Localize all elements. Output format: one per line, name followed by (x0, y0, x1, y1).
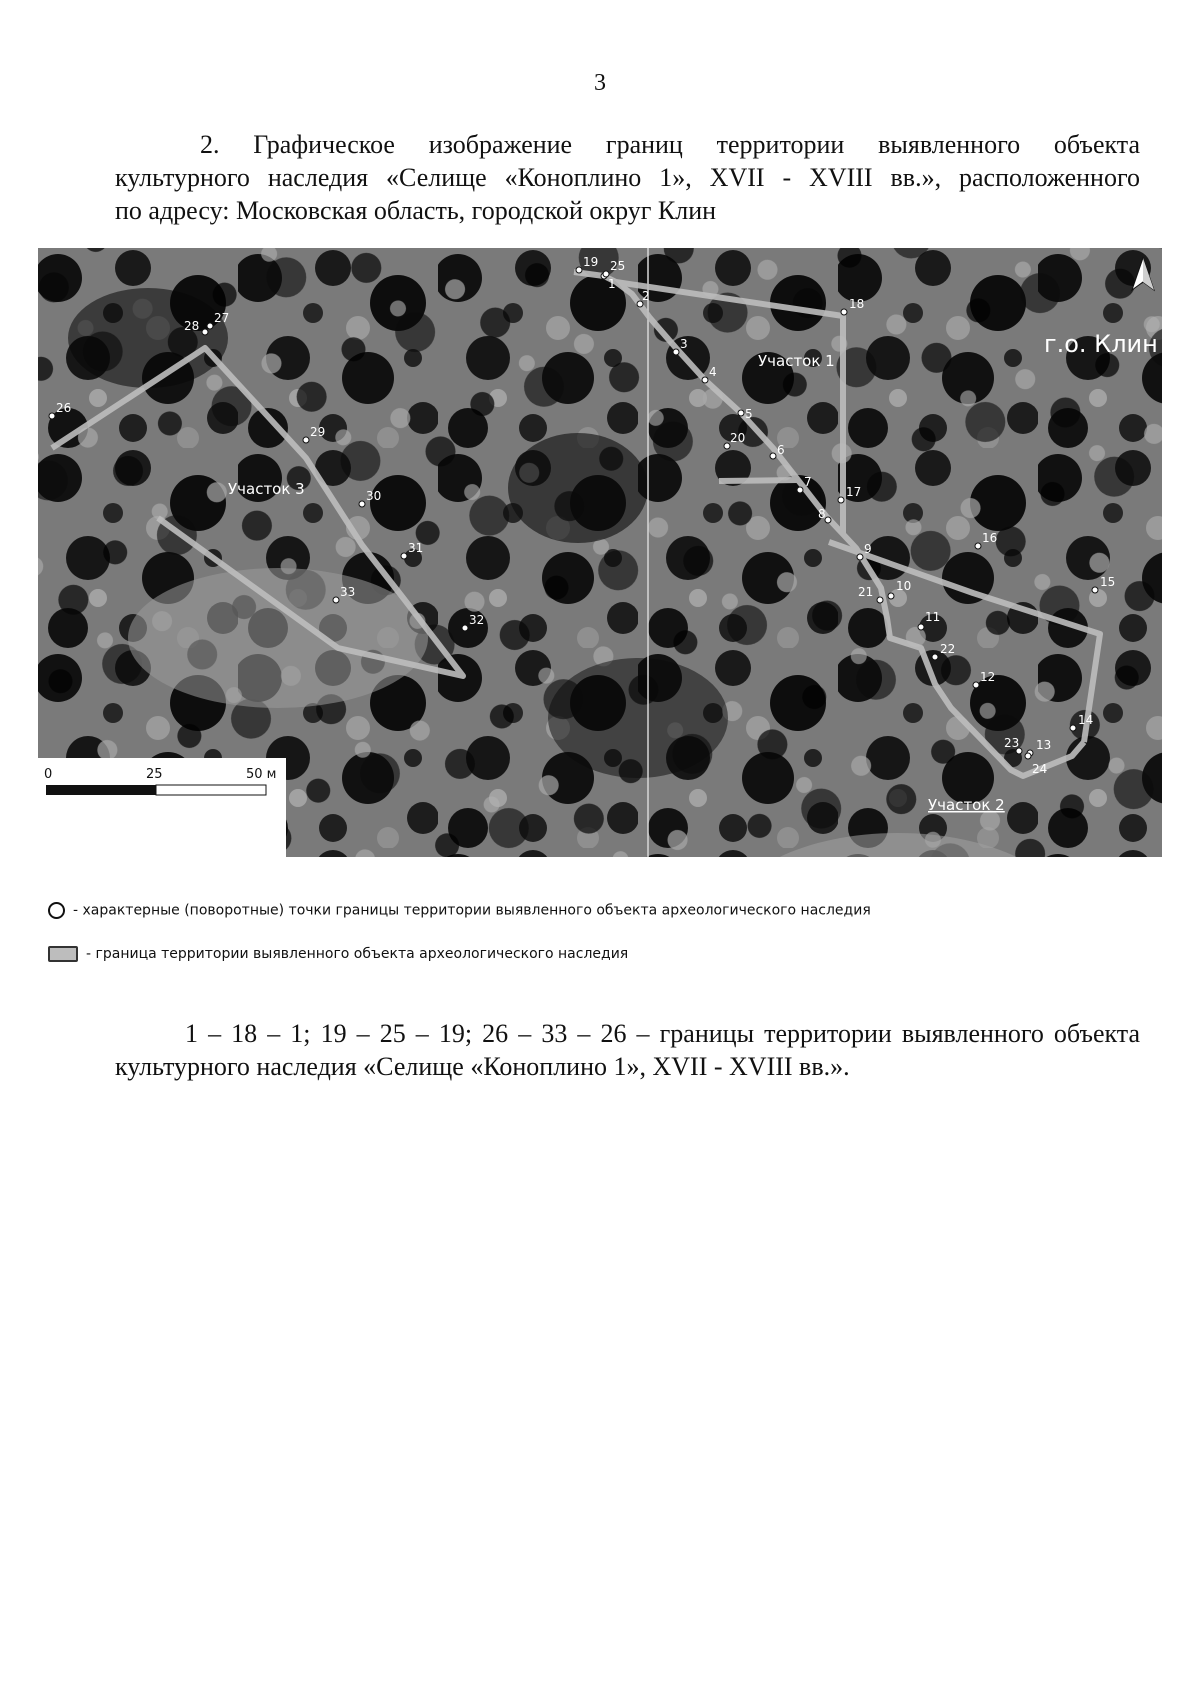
point-label: 33 (340, 585, 356, 599)
point-label: 20 (730, 431, 746, 445)
point-label: 31 (408, 541, 424, 555)
point-label: 13 (1036, 738, 1052, 752)
point-label: 18 (849, 297, 865, 311)
point-label: 8 (818, 507, 826, 521)
scale-bar (38, 758, 286, 857)
scale-label-0: 0 (44, 767, 53, 782)
point-label: 10 (896, 579, 912, 593)
heading-line: 2. Графическое изображение границ территории выявленного объекта (200, 130, 1140, 159)
point-label: 23 (1004, 736, 1020, 750)
caption-line: культурного наследия «Селище «Коноплино 1», XVII - XVIII вв.». (115, 1052, 850, 1081)
section-label-1: Участок 1 (758, 352, 835, 370)
point-label: 1 (608, 277, 616, 291)
point-label: 4 (709, 365, 717, 379)
point-label: 30 (366, 489, 382, 503)
point-label: 25 (610, 259, 626, 273)
point-label: 26 (56, 401, 72, 415)
boundary-swatch-icon (48, 946, 78, 962)
point-label: 32 (469, 613, 485, 627)
circle-icon (48, 902, 65, 919)
point-label: 17 (846, 485, 862, 499)
point-label: 6 (777, 443, 785, 457)
point-label: 29 (310, 425, 326, 439)
point-label: 21 (858, 585, 874, 599)
section-label-2: Участок 2 (928, 796, 1005, 814)
page-number: 3 (594, 70, 606, 96)
scale-label-50: 50 м (246, 767, 277, 782)
scale-label-25: 25 (146, 767, 163, 782)
heading-line: по адресу: Московская область, городской округ Клин (115, 196, 717, 225)
point-label: 15 (1100, 575, 1116, 589)
point-label: 22 (940, 642, 956, 656)
point-label: 16 (982, 531, 998, 545)
boundary-map (38, 248, 1162, 857)
point-label: 7 (804, 475, 812, 489)
point-label: 24 (1032, 762, 1048, 776)
region-label: г.о. Клин (1044, 330, 1158, 358)
point-label: 19 (583, 255, 599, 269)
point-label: 2 (642, 289, 650, 303)
legend-text-boundary: - граница территории выявленного объекта археологического наследия (86, 946, 629, 962)
point-label: 5 (745, 407, 753, 421)
point-label: 27 (214, 311, 230, 325)
legend-row-boundary (48, 946, 628, 962)
section-label-3: Участок 3 (228, 480, 305, 498)
point-label: 14 (1078, 713, 1094, 727)
point-label: 28 (184, 319, 200, 333)
point-label: 3 (680, 337, 688, 351)
point-label: 11 (925, 610, 941, 624)
point-label: 12 (980, 670, 996, 684)
legend-row-points (48, 902, 871, 919)
legend-text-points: - характерные (поворотные) точки границы территории выявленного объекта археологического наследия (73, 902, 871, 919)
heading-paragraph (115, 128, 1140, 227)
caption-paragraph (115, 1017, 1140, 1083)
point-label: 9 (864, 542, 872, 556)
caption-line: 1 – 18 – 1; 19 – 25 – 19; 26 – 33 – 26 – границы территории выявленного объекта (185, 1019, 1140, 1048)
heading-line: культурного наследия «Селище «Коноплино 1», XVII - XVIII вв.», расположенного (115, 163, 1140, 192)
